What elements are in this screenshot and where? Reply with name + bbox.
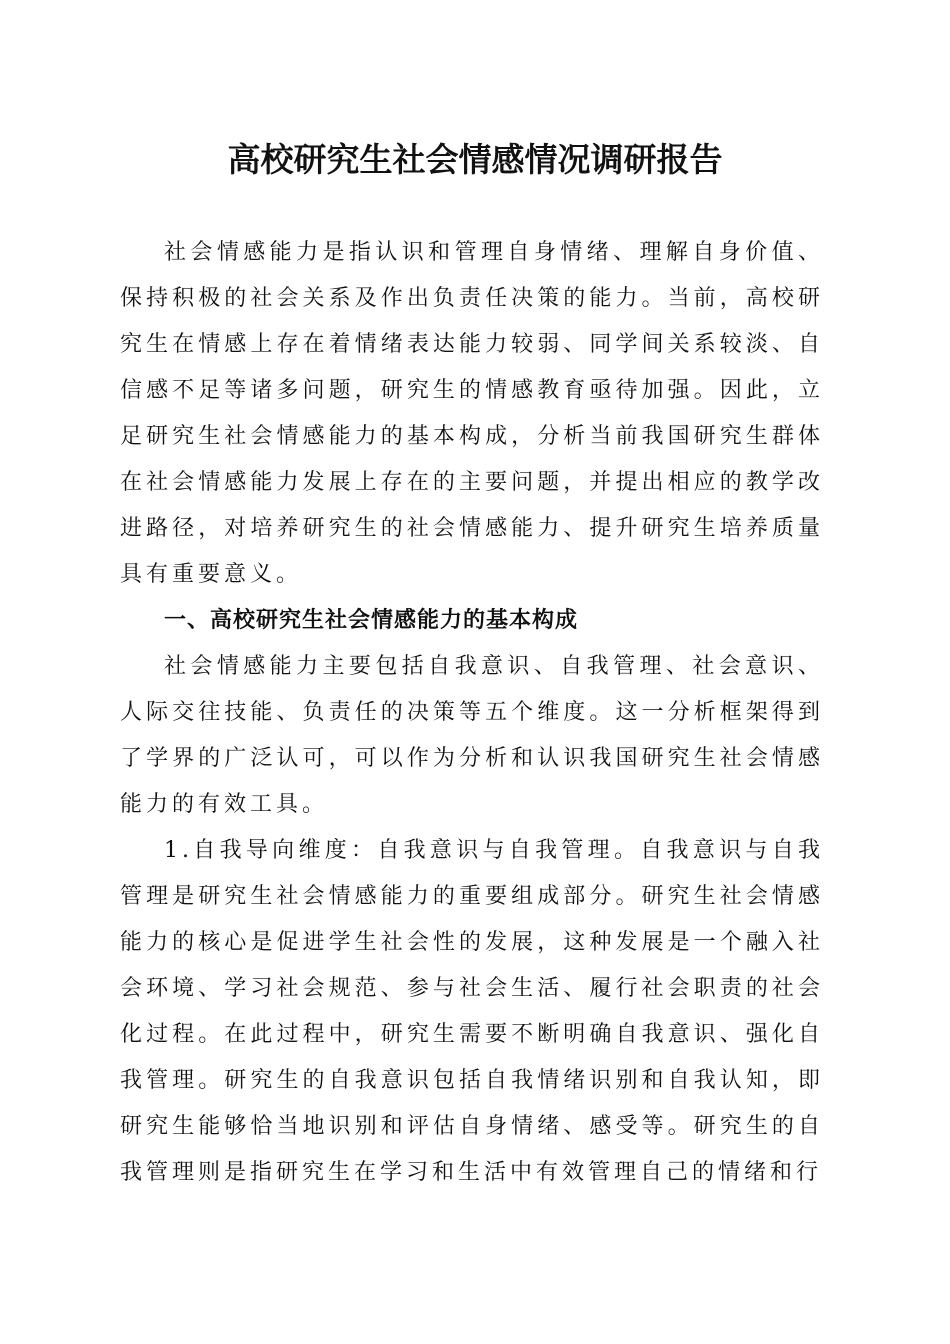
section-heading: 一、高校研究生社会情感能力的基本构成 [164, 608, 579, 633]
document-title: 高校研究生社会情感情况调研报告 [227, 140, 723, 179]
section-paragraph: 社会情感能力主要包括自我意识、自我管理、社会意识、人际交往技能、负责任的决策等五个维度。这一分析框架得到了学界的广泛认可，可以作为分析和认识我国研究生社会情感能力的有效工具。 [120, 654, 824, 817]
dimension-paragraph: 1.自我导向维度：自我意识与自我管理。自我意识与自我管理是研究生社会情感能力的重要组成部分。研究生社会情感能力的核心是促进学生社会性的发展，这种发展是一个融入社会环境、学习社会规范、参与社会生活、履行社会职责的社会化过程。在此过程中，研究生需要不断明确自我意识、强化自我管理。研究生的自我意识包括自我情绪识别和自我认知，即研究生能够恰当地识别和评估自身情绪、感受等。研究生的自我管理则是指研究生在学习和生活中有效管理自己的情绪和行 [120, 838, 824, 1185]
document-body [120, 230, 824, 1196]
intro-paragraph: 社会情感能力是指认识和管理自身情绪、理解自身价值、保持积极的社会关系及作出负责任决策的能力。当前，高校研究生在情感上存在着情绪表达能力较弱、同学间关系较淡、自信感不足等诸多问题，研究生的情感教育亟待加强。因此，立足研究生社会情感能力的基本构成，分析当前我国研究生群体在社会情感能力发展上存在的主要问题，并提出相应的教学改进路径，对培养研究生的社会情感能力、提升研究生培养质量具有重要意义。 [120, 240, 824, 587]
